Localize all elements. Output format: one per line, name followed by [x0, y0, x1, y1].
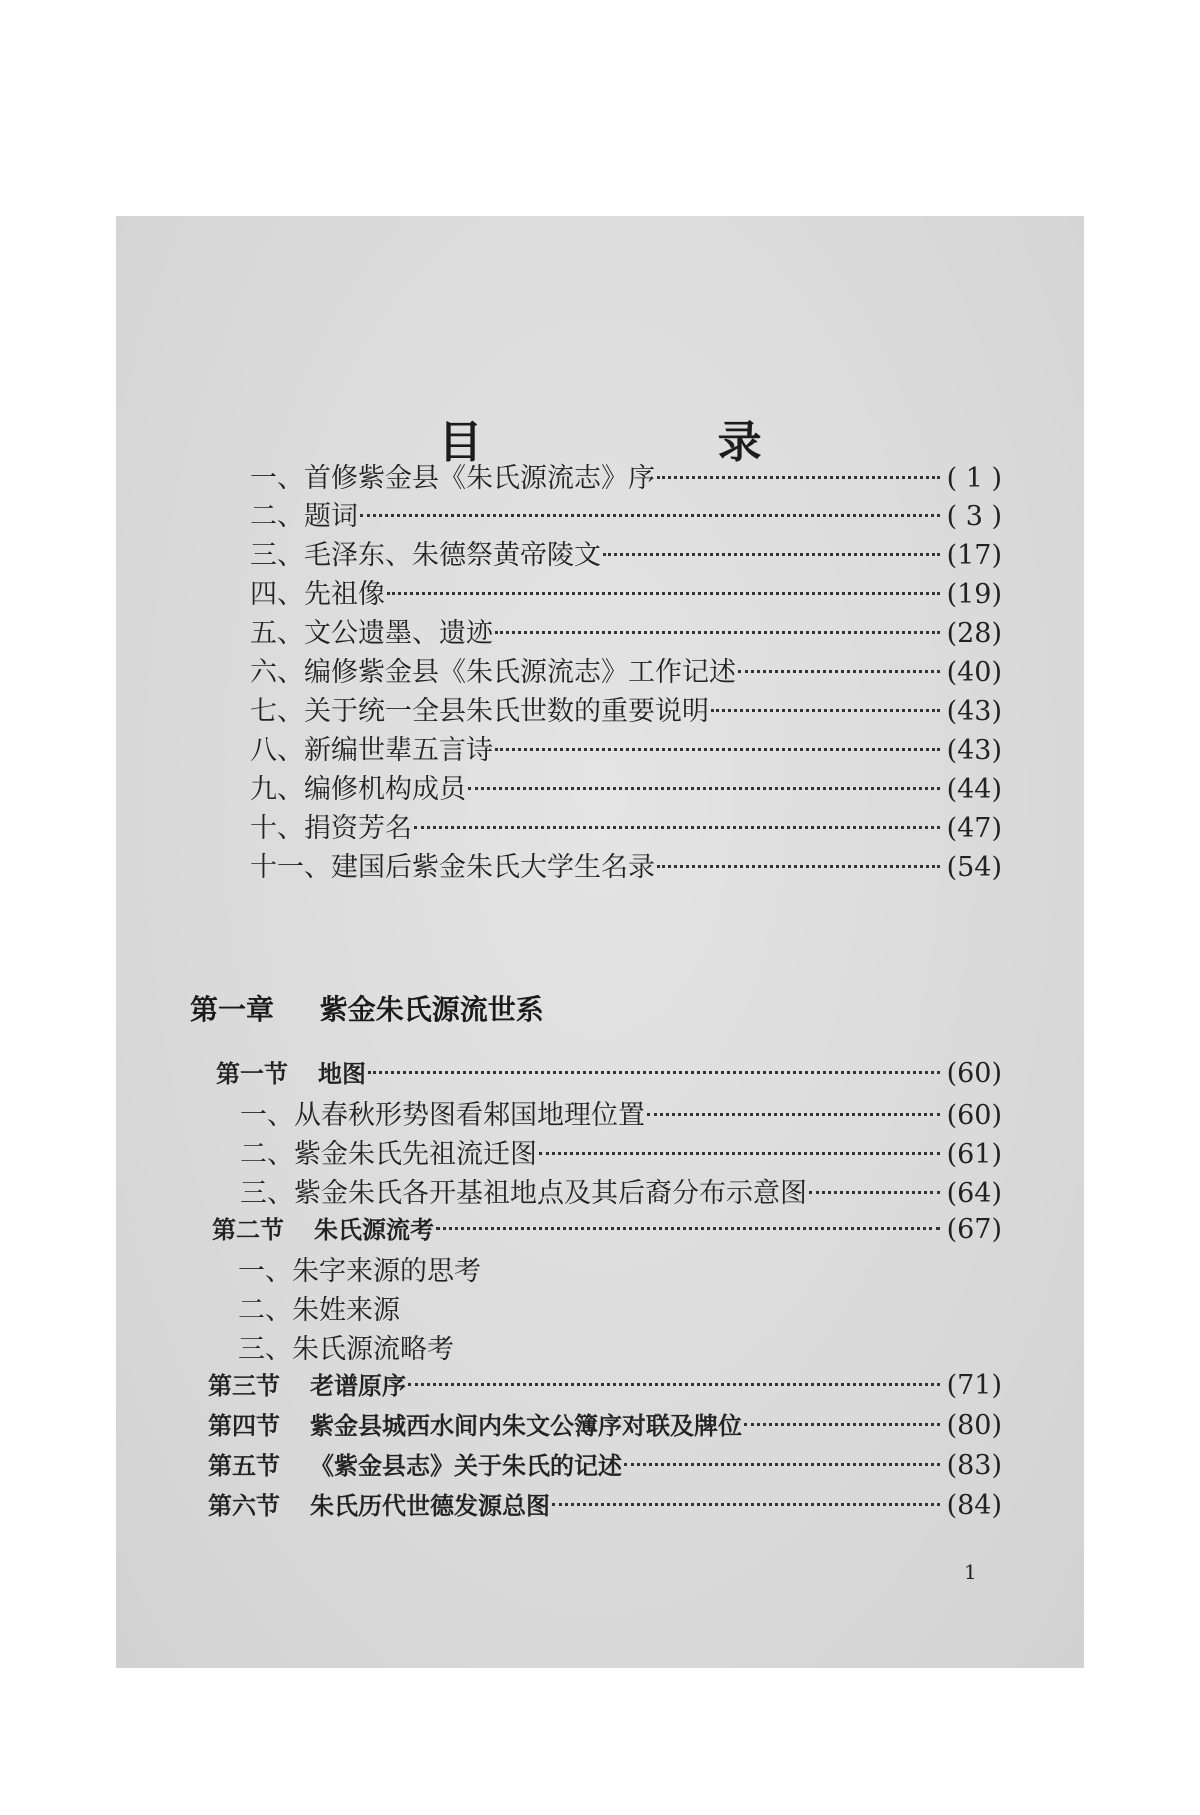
toc-entry[interactable]: [250, 456, 1002, 492]
section-page: (84): [946, 1490, 1002, 1521]
leader-dots: [603, 553, 940, 556]
section-title: 朱氏历代世德发源总图: [310, 1492, 550, 1520]
chapter-heading[interactable]: [190, 988, 544, 1028]
toc-entry[interactable]: [250, 611, 1002, 647]
section-label: [208, 1486, 550, 1521]
toc-entry-label: 五、文公遗墨、遗迹: [250, 618, 493, 649]
toc-entry-page: (43): [946, 735, 1002, 766]
toc-entry[interactable]: [250, 572, 1002, 608]
toc-entry-page: (17): [946, 540, 1002, 571]
toc-entry-page: (40): [946, 657, 1002, 688]
section-entry[interactable]: [208, 1406, 1002, 1442]
toc-entry-label: 一、从春秋形势图看邾国地理位置: [240, 1100, 645, 1131]
toc-entry-label: 九、编修机构成员: [250, 774, 466, 805]
toc-entry-label: 三、毛泽东、朱德祭黄帝陵文: [250, 540, 601, 571]
section-title: 《紫金县志》关于朱氏的记述: [310, 1452, 622, 1480]
toc-entry-label: 六、编修紫金县《朱氏源流志》工作记述: [250, 657, 736, 688]
section-page: (80): [946, 1410, 1002, 1441]
leader-dots: [647, 1113, 940, 1116]
page-number: 1: [964, 1560, 977, 1584]
leader-dots: [408, 1383, 940, 1386]
section-title: 地图: [318, 1060, 366, 1088]
toc-entry-label: 四、先祖像: [250, 579, 385, 610]
toc-entry[interactable]: [250, 806, 1002, 842]
toc-entry[interactable]: [250, 689, 1002, 725]
toc-entry-label: 二、紫金朱氏先祖流迁图: [240, 1139, 537, 1170]
toc-entry[interactable]: [250, 494, 1002, 530]
leader-dots: [809, 1191, 940, 1194]
section-page: (67): [946, 1214, 1002, 1245]
toc-entry-page: ( 1 ): [946, 463, 1002, 494]
section-entry[interactable]: [212, 1210, 1002, 1246]
toc-entry-label: 一、首修紫金县《朱氏源流志》序: [250, 463, 655, 494]
toc-entry[interactable]: [240, 1171, 1002, 1207]
book-page: [116, 216, 1084, 1668]
section-title: 朱氏源流考: [314, 1216, 434, 1244]
section-label: [212, 1210, 434, 1245]
section-title: 紫金县城西水间内朱文公簿序对联及牌位: [310, 1412, 742, 1440]
toc-entry-label[interactable]: 二、朱姓来源: [238, 1295, 400, 1326]
leader-dots: [495, 631, 940, 634]
section-number: 第二节: [212, 1216, 284, 1244]
toc-entry-label: 三、紫金朱氏各开基祖地点及其后裔分布示意图: [240, 1178, 807, 1209]
section-number: 第一节: [216, 1060, 288, 1088]
page-title: 目 录: [438, 417, 872, 468]
section-entry[interactable]: [208, 1446, 1002, 1482]
section-number: 第三节: [208, 1372, 280, 1400]
section-number: 第五节: [208, 1452, 280, 1480]
section-page: (60): [946, 1058, 1002, 1089]
toc-entry-label[interactable]: 一、朱字来源的思考: [238, 1256, 481, 1287]
leader-dots: [436, 1227, 940, 1230]
toc-entry-page: (64): [946, 1178, 1002, 1209]
toc-entry[interactable]: [240, 1093, 1002, 1129]
toc-entry-label: 七、关于统一全县朱氏世数的重要说明: [250, 696, 709, 727]
toc-entry-label: 八、新编世辈五言诗: [250, 735, 493, 766]
toc-entry-page: ( 3 ): [946, 501, 1002, 532]
leader-dots: [495, 748, 940, 751]
section-label: [208, 1406, 742, 1441]
chapter-number: 第一章: [190, 993, 275, 1026]
leader-dots: [468, 787, 940, 790]
toc-entry[interactable]: [250, 845, 1002, 881]
leader-dots: [738, 670, 940, 673]
section-label: [208, 1446, 622, 1481]
toc-entry-page: (47): [946, 813, 1002, 844]
toc-entry-page: (54): [946, 852, 1002, 883]
chapter-title: 紫金朱氏源流世系: [319, 993, 544, 1026]
leader-dots: [414, 826, 940, 829]
section-page: (71): [946, 1370, 1002, 1401]
toc-entry-page: (28): [946, 618, 1002, 649]
toc-entry-label: 二、题词: [250, 501, 358, 532]
leader-dots: [624, 1463, 940, 1466]
section-page: (83): [946, 1450, 1002, 1481]
toc-entry-page: (61): [946, 1139, 1002, 1170]
leader-dots: [360, 514, 940, 517]
toc-entry-label: 十一、建国后紫金朱氏大学生名录: [250, 852, 655, 883]
toc-entry-page: (43): [946, 696, 1002, 727]
toc-entry-label: 十、捐资芳名: [250, 813, 412, 844]
leader-dots: [711, 709, 940, 712]
leader-dots: [387, 592, 940, 595]
leader-dots: [552, 1503, 940, 1506]
toc-entry-page: (44): [946, 774, 1002, 805]
toc-entry[interactable]: [240, 1132, 1002, 1168]
leader-dots: [657, 476, 940, 479]
toc-entry[interactable]: [250, 767, 1002, 803]
leader-dots: [368, 1071, 940, 1074]
leader-dots: [657, 865, 940, 868]
section-number: 第六节: [208, 1492, 280, 1520]
toc-entry[interactable]: [250, 533, 1002, 569]
toc-entry-label[interactable]: 三、朱氏源流略考: [238, 1334, 454, 1365]
section-entry[interactable]: [208, 1486, 1002, 1522]
toc-entry[interactable]: [250, 650, 1002, 686]
section-label: [216, 1054, 366, 1089]
section-label: [208, 1366, 406, 1401]
section-entry[interactable]: [216, 1054, 1002, 1090]
leader-dots: [539, 1152, 940, 1155]
section-entry[interactable]: [208, 1366, 1002, 1402]
leader-dots: [744, 1423, 940, 1426]
toc-entry-page: (60): [946, 1100, 1002, 1131]
toc-entry[interactable]: [250, 728, 1002, 764]
toc-entry-page: (19): [946, 579, 1002, 610]
section-number: 第四节: [208, 1412, 280, 1440]
section-title: 老谱原序: [310, 1372, 406, 1400]
